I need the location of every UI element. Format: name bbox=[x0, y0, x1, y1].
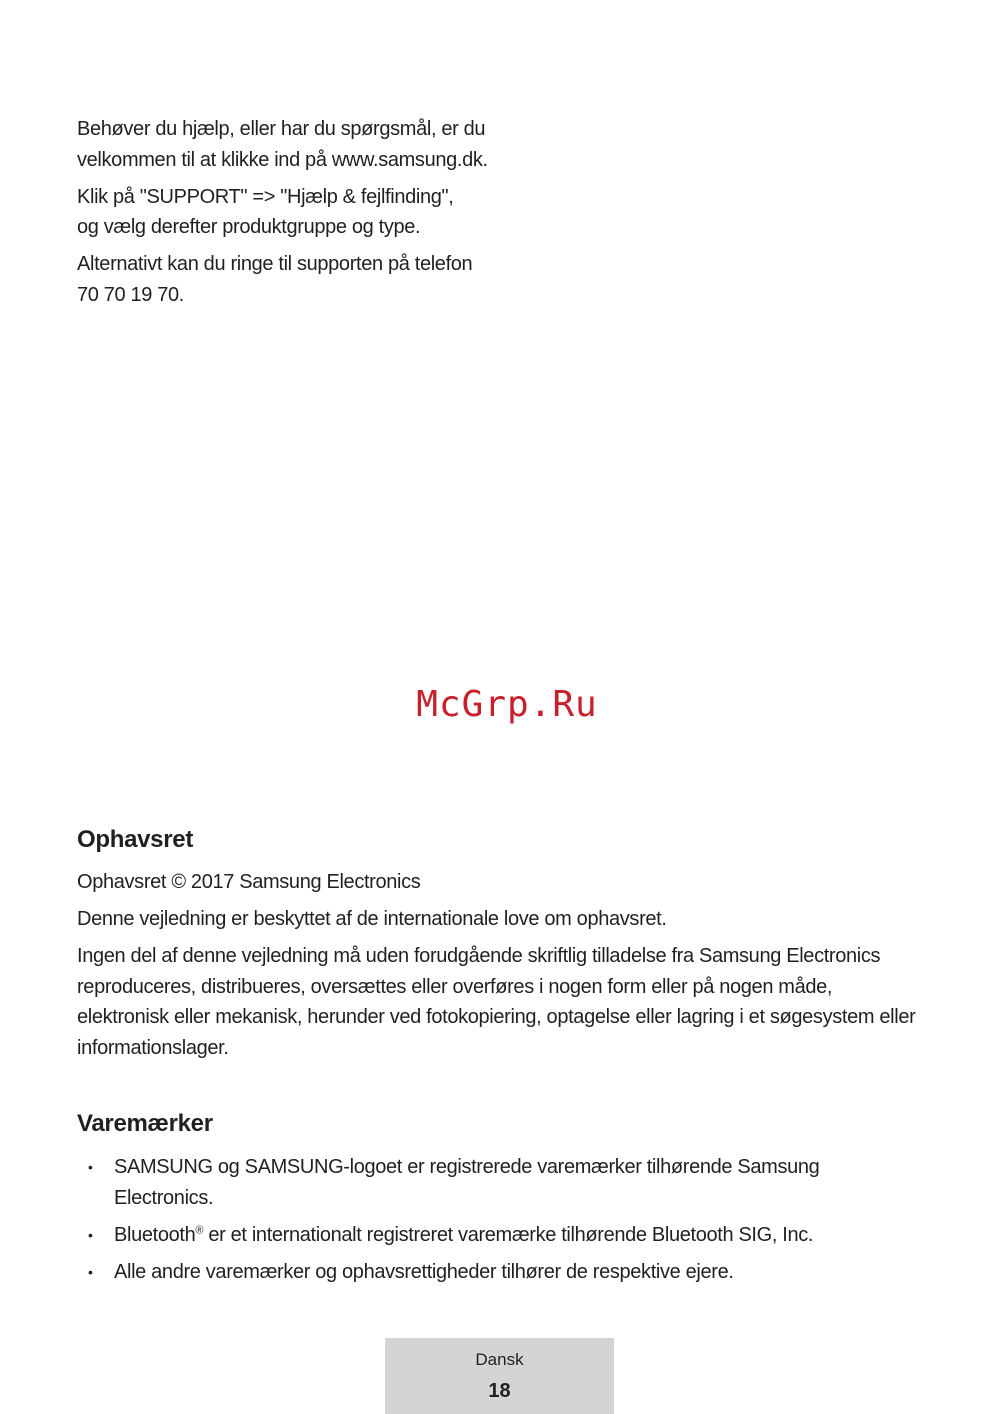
registered-mark: ® bbox=[195, 1223, 204, 1236]
bullet-icon: • bbox=[88, 1226, 93, 1243]
copyright-restriction: Ingen del af denne vejledning må uden forudgående skriftlig tilladelse fra Samsung Electronics reproduceres, distribueres, oversættes eller overføres i nogen form eller på nogen måde, elektronisk eller mekanisk, herunder ved fotokopiering, optagelse eller lagring i et søgesystem eller informationslager. bbox=[77, 945, 916, 1059]
copyright-protection: Denne vejledning er beskyttet af de internationale love om ophavsret. bbox=[77, 908, 667, 930]
trademark-list bbox=[77, 1152, 927, 1287]
list-item bbox=[77, 1257, 927, 1288]
support-paragraph-phone bbox=[77, 249, 547, 310]
support-paragraph-navigation bbox=[77, 182, 547, 243]
bullet-icon: • bbox=[88, 1263, 93, 1280]
paragraph-line: velkommen til at klikke ind på www.samsung.dk. bbox=[77, 148, 488, 171]
item-text: Alle andre varemærker og ophavsrettigheder tilhører de respektive ejere. bbox=[114, 1260, 734, 1283]
item-line: SAMSUNG og SAMSUNG-logoet er registrerede varemærker tilhørende Samsung bbox=[114, 1156, 820, 1178]
item-text: er et internationalt registreret varemærke tilhørende Bluetooth SIG, Inc. bbox=[203, 1223, 814, 1246]
paragraph-line: og vælg derefter produktgruppe og type. bbox=[77, 216, 421, 238]
paragraph-line: 70 70 19 70. bbox=[77, 283, 185, 306]
trademarks-section bbox=[77, 1110, 927, 1294]
support-info bbox=[77, 114, 547, 317]
paragraph-line: Klik på "SUPPORT" => "Hjælp & fejlfinding", bbox=[77, 185, 454, 208]
footer-language: Dansk bbox=[475, 1350, 524, 1369]
item-line: Electronics. bbox=[114, 1186, 214, 1209]
support-paragraph-help bbox=[77, 114, 547, 175]
page-number: 18 bbox=[488, 1380, 511, 1402]
list-item bbox=[77, 1152, 927, 1213]
item-text: Bluetooth bbox=[114, 1223, 196, 1246]
paragraph-line: Alternativt kan du ringe til supporten på telefon bbox=[77, 253, 473, 275]
paragraph-line: Behøver du hjælp, eller har du spørgsmål, er du bbox=[77, 118, 486, 140]
section-heading: Ophavsret bbox=[77, 826, 194, 853]
watermark: McGrp.Ru bbox=[416, 684, 598, 725]
bullet-icon: • bbox=[88, 1159, 93, 1175]
page-footer-tab bbox=[385, 1338, 614, 1414]
copyright-section bbox=[77, 826, 927, 1070]
copyright-notice: Ophavsret © 2017 Samsung Electronics bbox=[77, 871, 421, 893]
list-item bbox=[77, 1220, 927, 1251]
section-heading: Varemærker bbox=[77, 1110, 213, 1137]
